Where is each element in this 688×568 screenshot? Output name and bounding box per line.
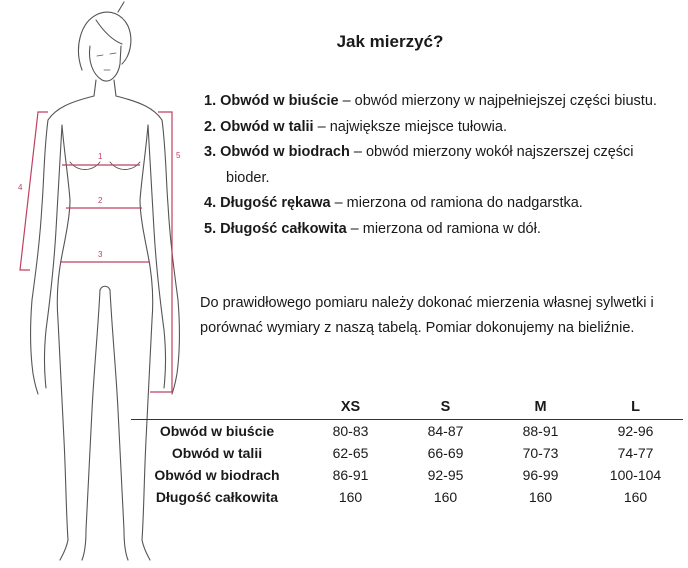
instruction-item: 5. Długość całkowita – mierzona od ramiona w dół. [204, 220, 541, 237]
column-header: S [398, 395, 493, 420]
row-label: Obwód w biuście [159, 423, 275, 439]
table-cell: 66-69 [427, 445, 464, 461]
column-header: L [588, 395, 683, 420]
size-table [131, 395, 683, 508]
table-row [131, 486, 683, 508]
label-sleeve: 4 [18, 183, 23, 192]
table-row [131, 420, 683, 443]
column-header [131, 395, 303, 420]
right-arm-outline [116, 96, 180, 394]
total-length-line [150, 112, 172, 392]
face-outline [90, 46, 122, 81]
table-cell: 160 [338, 489, 363, 505]
table-cell: 92-96 [617, 423, 654, 439]
row-label: Długość całkowita [155, 489, 279, 505]
instruction-item: 3. Obwód w biodrach – obwód mierzony wokół najszerszej części bioder. [204, 144, 634, 186]
page-title: Jak mierzyć? [336, 32, 444, 51]
table-cell: 160 [528, 489, 553, 505]
label-hip: 3 [98, 250, 103, 259]
left-leg-outline [58, 320, 68, 560]
table-cell: 160 [623, 489, 648, 505]
label-total: 5 [176, 151, 181, 160]
instruction-item: 1. Obwód w biuście – obwód mierzony w najpełniejszej części biustu. [204, 93, 657, 109]
table-cell: 62-65 [332, 445, 369, 461]
torso-outline [57, 125, 70, 320]
measurement-instructions [204, 89, 674, 242]
table-cell: 88-91 [522, 423, 559, 439]
instruction-item: 2. Obwód w talii – największe miejsce tułowia. [204, 118, 507, 135]
sleeve-length-line [20, 112, 48, 270]
row-label: Obwód w biodrach [154, 467, 280, 483]
table-cell: 160 [433, 489, 458, 505]
table-header-row [131, 395, 683, 420]
table-cell: 74-77 [617, 445, 654, 461]
table-cell: 100-104 [609, 467, 662, 483]
column-header: XS [303, 395, 398, 420]
table-row [131, 464, 683, 486]
left-arm-outline [31, 96, 95, 394]
table-cell: 80-83 [332, 423, 369, 439]
measurement-note: Do prawidłowego pomiaru należy dokonać mierzenia własnej sylwetki i porównać wymiary z naszą tabelą. Pomiar dokonujemy na bieliźnie. [200, 295, 654, 336]
table-cell: 70-73 [522, 445, 559, 461]
row-label: Obwód w talii [171, 445, 263, 461]
instruction-item: 4. Długość rękawa – mierzona od ramiona do nadgarstka. [204, 195, 583, 211]
table-cell: 96-99 [522, 467, 559, 483]
label-bust: 1 [98, 152, 103, 161]
table-cell: 92-95 [427, 467, 464, 483]
label-waist: 2 [98, 196, 103, 205]
table-row [131, 442, 683, 464]
table-cell: 84-87 [427, 423, 464, 439]
table-cell: 86-91 [332, 467, 369, 483]
column-header: M [493, 395, 588, 420]
hair-outline [79, 12, 131, 70]
